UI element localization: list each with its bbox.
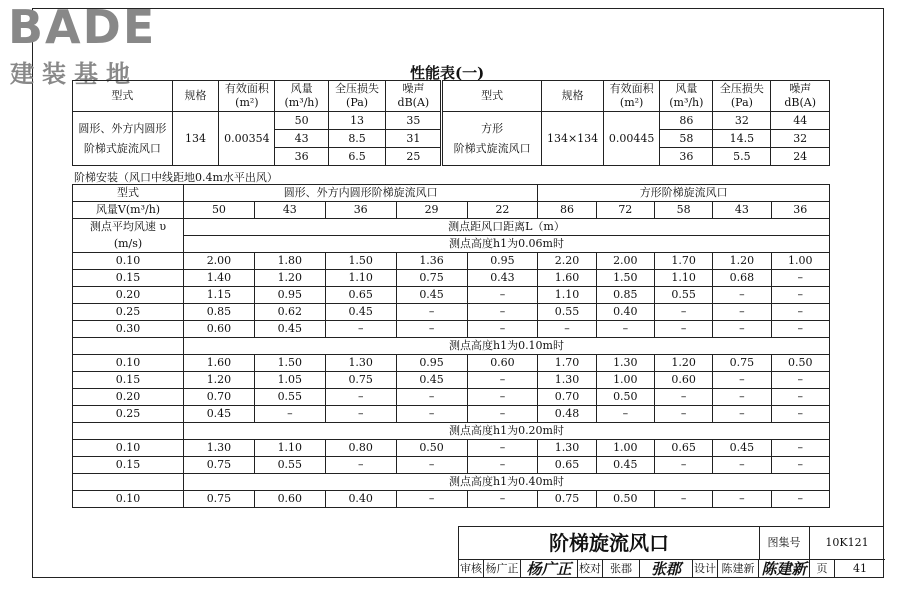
table-cell: 58 <box>660 130 713 148</box>
page-label: 页 <box>810 560 835 578</box>
drawing-title: 阶梯旋流风口 <box>459 527 760 560</box>
distance-cell: 0.65 <box>654 440 712 457</box>
distance-cell: 0.70 <box>184 389 255 406</box>
table-row <box>73 372 830 389</box>
distance-cell: – <box>771 389 829 406</box>
type-row <box>73 185 830 202</box>
distance-cell: 0.45 <box>184 406 255 423</box>
distance-cell: – <box>396 457 467 474</box>
group-header: 圆形、外方内圆形阶梯旋流风口 <box>184 185 538 202</box>
header-cell: 噪声 dB(A) <box>386 81 442 112</box>
distance-cell: 1.50 <box>596 270 654 287</box>
speed-cell: 0.25 <box>73 304 184 321</box>
distance-cell: 0.75 <box>713 355 771 372</box>
table-row <box>73 112 830 130</box>
distance-cell: 0.45 <box>325 304 396 321</box>
distance-cell: – <box>325 389 396 406</box>
height-row <box>73 423 830 440</box>
distance-cell: 1.20 <box>254 270 325 287</box>
distance-cell: – <box>713 321 771 338</box>
distance-cell: – <box>713 389 771 406</box>
distance-cell: 1.80 <box>254 253 325 270</box>
review-label: 审核 <box>459 560 484 578</box>
distance-cell: – <box>713 406 771 423</box>
distance-cell: 1.10 <box>654 270 712 287</box>
header-cell: 风量 (m³/h) <box>660 81 713 112</box>
velocity-table <box>72 184 830 508</box>
distance-cell: – <box>467 287 538 304</box>
height-label: 测点高度h1为0.20m时 <box>184 423 830 440</box>
distance-cell: 1.30 <box>184 440 255 457</box>
header-cell: 规格 <box>542 81 604 112</box>
distance-cell: 0.45 <box>596 457 654 474</box>
distance-cell: – <box>654 304 712 321</box>
atlas-number: 10K121 <box>809 527 885 560</box>
distance-cell: – <box>396 389 467 406</box>
speed-label-row <box>73 219 830 236</box>
table-cell: 6.5 <box>328 148 386 166</box>
height-label: 测点高度h1为0.40m时 <box>184 474 830 491</box>
distance-cell: – <box>396 304 467 321</box>
page-number: 41 <box>853 562 867 575</box>
distance-cell: 0.50 <box>596 491 654 508</box>
distance-cell: 1.20 <box>184 372 255 389</box>
distance-cell: 2.20 <box>538 253 596 270</box>
distance-cell: 1.10 <box>538 287 596 304</box>
flow-cell: 43 <box>713 202 771 219</box>
table-cell: 36 <box>660 148 713 166</box>
distance-cell: – <box>467 321 538 338</box>
table-row <box>73 355 830 372</box>
header-cell: 型式 <box>73 81 173 112</box>
distance-cell: 0.60 <box>654 372 712 389</box>
distance-cell: – <box>538 321 596 338</box>
distance-cell: 0.45 <box>396 372 467 389</box>
distance-cell: – <box>325 457 396 474</box>
blank-cell <box>73 474 184 491</box>
header-cell: 全压损失 (Pa) <box>328 81 386 112</box>
distance-cell: 0.62 <box>254 304 325 321</box>
distance-cell: 1.20 <box>654 355 712 372</box>
header-cell: 测点平均风速 υ <box>73 219 184 236</box>
distance-cell: – <box>771 457 829 474</box>
distance-cell: – <box>467 372 538 389</box>
distance-cell: 0.43 <box>467 270 538 287</box>
speed-cell: 0.20 <box>73 389 184 406</box>
flow-cell: 36 <box>325 202 396 219</box>
table1-header-row <box>73 81 830 112</box>
table-cell: 35 <box>386 112 442 130</box>
designer-signature: 陈建新 <box>759 560 810 578</box>
table-row <box>73 389 830 406</box>
table-cell: 24 <box>771 148 830 166</box>
distance-cell: – <box>654 321 712 338</box>
header-cell: 风量 (m³/h) <box>275 81 328 112</box>
flow-cell: 58 <box>654 202 712 219</box>
flow-cell: 50 <box>184 202 255 219</box>
distance-cell: – <box>771 321 829 338</box>
distance-cell: 0.50 <box>396 440 467 457</box>
height-row <box>73 474 830 491</box>
distance-cell: 1.30 <box>538 372 596 389</box>
table-cell: 8.5 <box>328 130 386 148</box>
distance-cell: 0.45 <box>254 321 325 338</box>
distance-cell: 1.05 <box>254 372 325 389</box>
distance-cell: – <box>654 457 712 474</box>
distance-cell: 0.40 <box>325 491 396 508</box>
type-cell: 圆形、外方内圆形 阶梯式旋流风口 <box>73 112 173 166</box>
distance-cell: – <box>596 321 654 338</box>
distance-cell: 0.60 <box>467 355 538 372</box>
distance-cell: – <box>596 406 654 423</box>
flow-cell: 86 <box>538 202 596 219</box>
logo-word: BADE <box>8 0 157 54</box>
distance-cell: – <box>713 372 771 389</box>
distance-cell: – <box>771 287 829 304</box>
table-cell: 25 <box>386 148 442 166</box>
table-row <box>73 321 830 338</box>
distance-cell: 0.85 <box>596 287 654 304</box>
distance-cell: – <box>713 287 771 304</box>
distance-cell: 0.95 <box>467 253 538 270</box>
speed-cell: 0.10 <box>73 253 184 270</box>
distance-cell: – <box>325 321 396 338</box>
header-cell: (m/s) <box>73 236 184 253</box>
distance-cell: 0.45 <box>396 287 467 304</box>
table-cell: 86 <box>660 112 713 130</box>
distance-cell: 1.20 <box>713 253 771 270</box>
distance-cell: 1.30 <box>596 355 654 372</box>
table-row <box>73 270 830 287</box>
table-cell: 50 <box>275 112 328 130</box>
speed-cell: 0.15 <box>73 372 184 389</box>
header-cell: 型式 <box>442 81 542 112</box>
distance-cell: 1.70 <box>654 253 712 270</box>
table-row <box>73 287 830 304</box>
distance-cell: – <box>771 491 829 508</box>
distance-cell: 0.75 <box>184 457 255 474</box>
distance-header: 测点距风口距离L（m） <box>184 219 830 236</box>
table1-title: 性能表(一) <box>410 64 485 82</box>
distance-cell: 0.55 <box>654 287 712 304</box>
distance-cell: – <box>771 270 829 287</box>
distance-cell: – <box>654 491 712 508</box>
speed-cell: 0.15 <box>73 270 184 287</box>
speed-cell: 0.10 <box>73 355 184 372</box>
table-row <box>73 457 830 474</box>
distance-cell: 1.60 <box>184 355 255 372</box>
distance-cell: – <box>467 440 538 457</box>
distance-cell: – <box>467 491 538 508</box>
distance-cell: 0.45 <box>713 440 771 457</box>
distance-cell: – <box>467 406 538 423</box>
distance-cell: 0.55 <box>254 389 325 406</box>
distance-cell: 2.00 <box>184 253 255 270</box>
distance-cell: 0.70 <box>538 389 596 406</box>
table-row <box>73 253 830 270</box>
logo-subtitle: 建装基地 <box>10 60 138 88</box>
distance-cell: 1.00 <box>596 440 654 457</box>
distance-cell: 1.30 <box>538 440 596 457</box>
distance-cell: 1.60 <box>538 270 596 287</box>
distance-cell: 0.95 <box>254 287 325 304</box>
distance-cell: – <box>713 304 771 321</box>
area-cell: 0.00354 <box>219 112 275 166</box>
distance-cell: 0.65 <box>325 287 396 304</box>
blank-cell <box>73 338 184 355</box>
header-cell: 噪声 dB(A) <box>771 81 830 112</box>
distance-cell: 0.40 <box>596 304 654 321</box>
flow-cell: 36 <box>771 202 829 219</box>
distance-cell: 1.50 <box>254 355 325 372</box>
logo <box>6 0 178 88</box>
distance-cell: – <box>396 406 467 423</box>
reviewer-name: 杨广正 <box>484 560 521 578</box>
table-cell: 31 <box>386 130 442 148</box>
header-cell: 风量V(m³/h) <box>73 202 184 219</box>
distance-cell: 0.50 <box>771 355 829 372</box>
distance-cell: 0.65 <box>538 457 596 474</box>
distance-cell: 0.95 <box>396 355 467 372</box>
flow-row <box>73 202 830 219</box>
table-cell: 5.5 <box>713 148 771 166</box>
distance-cell: – <box>771 440 829 457</box>
distance-cell: 0.60 <box>254 491 325 508</box>
flow-cell: 22 <box>467 202 538 219</box>
distance-cell: 0.75 <box>325 372 396 389</box>
distance-cell: 1.10 <box>325 270 396 287</box>
title-block <box>458 526 884 578</box>
distance-cell: 1.00 <box>596 372 654 389</box>
distance-cell: – <box>467 457 538 474</box>
table-cell: 32 <box>771 130 830 148</box>
distance-cell: 1.50 <box>325 253 396 270</box>
table-cell: 43 <box>275 130 328 148</box>
height-label: 测点高度h1为0.06m时 <box>184 236 830 253</box>
header-cell: 有效面积 (m²) <box>219 81 275 112</box>
distance-cell: 0.75 <box>538 491 596 508</box>
distance-cell: – <box>713 457 771 474</box>
atlas-label: 图集号 <box>759 527 810 560</box>
designer-name: 陈建新 <box>718 560 759 578</box>
distance-cell: 0.68 <box>713 270 771 287</box>
distance-cell: – <box>654 389 712 406</box>
table-cell: 14.5 <box>713 130 771 148</box>
distance-cell: 1.70 <box>538 355 596 372</box>
distance-cell: – <box>771 406 829 423</box>
table-row <box>73 491 830 508</box>
distance-cell: 0.75 <box>184 491 255 508</box>
distance-cell: 0.55 <box>254 457 325 474</box>
distance-cell: 0.85 <box>184 304 255 321</box>
flow-cell: 29 <box>396 202 467 219</box>
distance-cell: 0.48 <box>538 406 596 423</box>
distance-cell: 0.75 <box>396 270 467 287</box>
distance-cell: – <box>467 304 538 321</box>
speed-cell: 0.30 <box>73 321 184 338</box>
table-cell: 44 <box>771 112 830 130</box>
distance-cell: – <box>713 491 771 508</box>
distance-cell: – <box>396 321 467 338</box>
spec-cell: 134×134 <box>542 112 604 166</box>
table-cell: 32 <box>713 112 771 130</box>
checker-name: 张郡 <box>603 560 640 578</box>
table-row <box>73 406 830 423</box>
speed-cell: 0.25 <box>73 406 184 423</box>
table-cell: 13 <box>328 112 386 130</box>
flow-cell: 43 <box>254 202 325 219</box>
distance-cell: – <box>254 406 325 423</box>
height-label: 测点高度h1为0.10m时 <box>184 338 830 355</box>
distance-cell: 0.50 <box>596 389 654 406</box>
distance-cell: – <box>325 406 396 423</box>
distance-cell: 0.60 <box>184 321 255 338</box>
table-row <box>73 440 830 457</box>
flow-cell: 72 <box>596 202 654 219</box>
speed-cell: 0.10 <box>73 491 184 508</box>
distance-cell: 1.40 <box>184 270 255 287</box>
table2-caption: 阶梯安装（风口中线距地0.4m水平出风） <box>74 171 278 184</box>
group-header: 方形阶梯旋流风口 <box>538 185 830 202</box>
design-label: 设计 <box>693 560 718 578</box>
distance-cell: 0.55 <box>538 304 596 321</box>
distance-cell: 1.10 <box>254 440 325 457</box>
distance-cell: 2.00 <box>596 253 654 270</box>
distance-cell: – <box>467 389 538 406</box>
check-label: 校对 <box>578 560 603 578</box>
distance-cell: – <box>771 304 829 321</box>
header-cell: 规格 <box>172 81 219 112</box>
performance-table <box>72 80 830 166</box>
header-cell: 有效面积 (m²) <box>604 81 660 112</box>
speed-cell: 0.15 <box>73 457 184 474</box>
checker-signature: 张郡 <box>640 560 693 578</box>
reviewer-signature: 杨广正 <box>521 560 578 578</box>
distance-cell: 1.00 <box>771 253 829 270</box>
spec-cell: 134 <box>172 112 219 166</box>
distance-cell: 1.36 <box>396 253 467 270</box>
distance-cell: – <box>771 372 829 389</box>
distance-cell: – <box>396 491 467 508</box>
area-cell: 0.00445 <box>604 112 660 166</box>
distance-cell: 0.80 <box>325 440 396 457</box>
header-cell: 全压损失 (Pa) <box>713 81 771 112</box>
distance-cell: – <box>654 406 712 423</box>
speed-cell: 0.10 <box>73 440 184 457</box>
table-cell: 36 <box>275 148 328 166</box>
height-row <box>73 338 830 355</box>
height-row <box>73 236 830 253</box>
distance-cell: 1.30 <box>325 355 396 372</box>
table-row <box>73 304 830 321</box>
header-cell: 型式 <box>73 185 184 202</box>
distance-cell: 1.15 <box>184 287 255 304</box>
speed-cell: 0.20 <box>73 287 184 304</box>
blank-cell <box>73 423 184 440</box>
type-cell: 方形 阶梯式旋流风口 <box>442 112 542 166</box>
